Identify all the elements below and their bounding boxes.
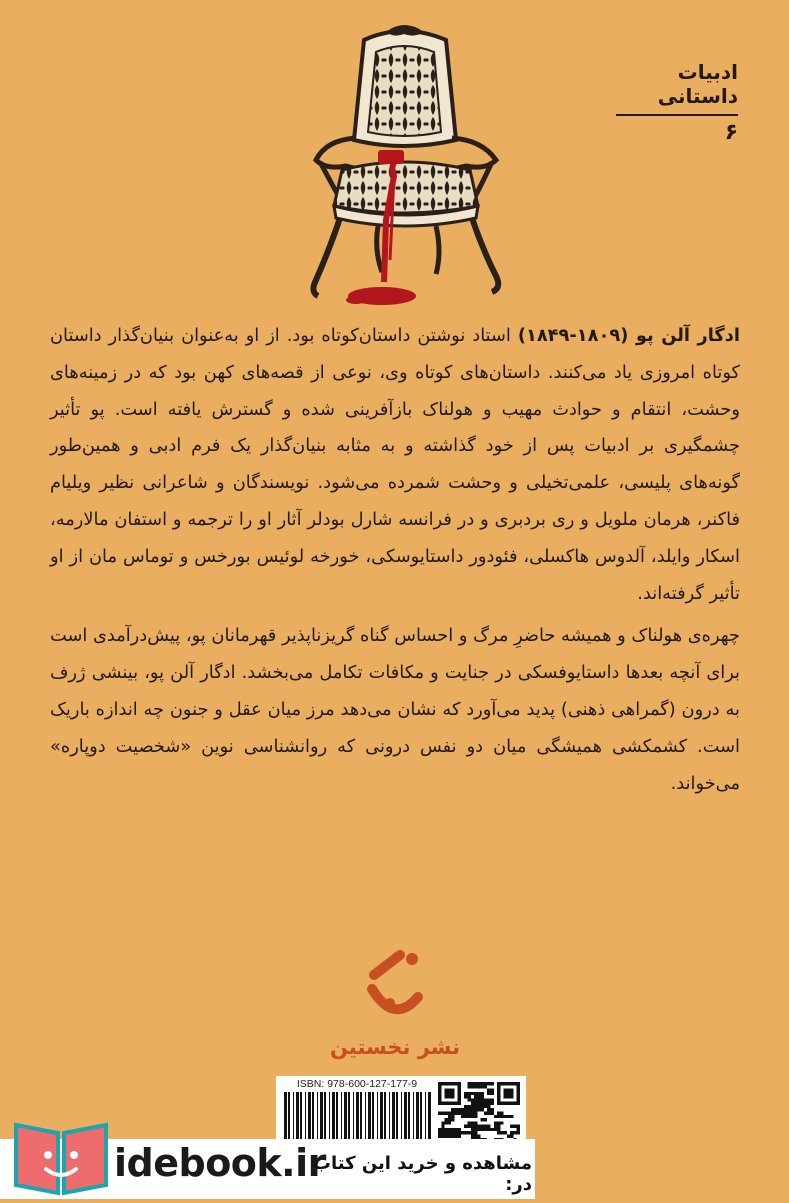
barcode-bar: [408, 1092, 410, 1142]
qr-module: [441, 1125, 444, 1128]
qr-module: [441, 1134, 444, 1137]
qr-module: [468, 1125, 471, 1128]
qr-module: [438, 1131, 441, 1134]
qr-module: [487, 1105, 490, 1108]
qr-module: [510, 1115, 513, 1118]
qr-module: [464, 1108, 467, 1111]
qr-module: [487, 1102, 490, 1105]
barcode-bar: [384, 1092, 386, 1142]
qr-module: [481, 1092, 484, 1095]
description-paragraph-1: [50, 318, 740, 612]
qr-module: [474, 1098, 477, 1101]
qr-module: [471, 1098, 474, 1101]
qr-module: [494, 1125, 497, 1128]
qr-module: [500, 1112, 503, 1115]
qr-module: [487, 1082, 490, 1085]
barcode-bar: [356, 1092, 359, 1142]
qr-module: [468, 1112, 471, 1115]
qr-module: [458, 1128, 461, 1131]
qr-module: [468, 1108, 471, 1111]
barcode-bar: [317, 1092, 318, 1142]
qr-module: [490, 1102, 493, 1105]
qr-finder: [445, 1089, 455, 1099]
qr-module: [477, 1102, 480, 1105]
series-block: [616, 60, 738, 145]
qr-module: [497, 1128, 500, 1131]
qr-module: [445, 1118, 448, 1121]
qr-module: [451, 1131, 454, 1134]
barcode-bar: [308, 1092, 311, 1142]
qr-module: [461, 1112, 464, 1115]
qr-module: [445, 1112, 448, 1115]
qr-module: [481, 1102, 484, 1105]
watermark-banner[interactable]: [0, 1139, 535, 1199]
qr-module: [477, 1134, 480, 1137]
qr-module: [451, 1118, 454, 1121]
qr-module: [481, 1082, 484, 1085]
barcode-bar: [372, 1092, 374, 1142]
qr-module: [481, 1118, 484, 1121]
qr-module: [441, 1128, 444, 1131]
barcode-bar: [348, 1092, 350, 1142]
barcode-bar: [368, 1092, 371, 1142]
description-paragraph-2: چهره‌ی هولناک و همیشه حاضرِ مرگ و احساس گناه گریزناپذیر قهرمانان پو، پیش‌درآمدی است برای آنچه بعدها داستایوفسکی در جنایت و مکافات تکامل می‌بخشد. ادگار آلن پو، بینشی ژرف به درون (گمراهی ذهنی) پدید می‌آورد که نشان می‌دهد مرز میان عقل و جنون چه اندازه باریک است. کشمکشی همیشگی میان دو نفس درونی که روانشناسی نوین «شخصیت دوپاره» می‌خواند.: [50, 625, 740, 794]
qr-module: [517, 1131, 520, 1134]
qr-module: [438, 1128, 441, 1131]
qr-module: [474, 1095, 477, 1098]
qr-module: [454, 1134, 457, 1137]
qr-module: [471, 1105, 474, 1108]
author-heading: ادگار آلن پو (۱۸۰۹-۱۸۴۹): [517, 325, 740, 346]
qr-module: [468, 1098, 471, 1101]
qr-module: [448, 1115, 451, 1118]
publisher-name: نشر نخستین: [329, 1035, 461, 1059]
qr-module: [497, 1115, 500, 1118]
qr-module: [484, 1082, 487, 1085]
qr-module: [448, 1121, 451, 1124]
qr-module: [477, 1128, 480, 1131]
qr-module: [471, 1108, 474, 1111]
qr-module: [474, 1115, 477, 1118]
qr-module: [517, 1125, 520, 1128]
qr-module: [487, 1089, 490, 1092]
qr-module: [484, 1105, 487, 1108]
qr-module: [474, 1085, 477, 1088]
qr-module: [468, 1115, 471, 1118]
barcode-bar: [288, 1092, 290, 1142]
qr-module: [497, 1125, 500, 1128]
qr-module: [484, 1125, 487, 1128]
qr-module: [441, 1131, 444, 1134]
qr-module: [484, 1098, 487, 1101]
qr-module: [477, 1108, 480, 1111]
qr-module: [474, 1092, 477, 1095]
qr-module: [484, 1085, 487, 1088]
qr-module: [471, 1121, 474, 1124]
qr-module: [490, 1089, 493, 1092]
qr-module: [481, 1098, 484, 1101]
qr-module: [458, 1131, 461, 1134]
barcode-bar: [420, 1092, 422, 1142]
qr-module: [490, 1108, 493, 1111]
barcode-bar: [404, 1092, 407, 1142]
qr-module: [451, 1108, 454, 1111]
qr-module: [507, 1115, 510, 1118]
watermark-logo-text[interactable]: idebook.ir: [114, 1141, 326, 1185]
qr-module: [448, 1112, 451, 1115]
qr-module: [458, 1108, 461, 1111]
qr-module: [484, 1102, 487, 1105]
qr-module: [448, 1128, 451, 1131]
qr-module: [500, 1121, 503, 1124]
qr-module: [448, 1131, 451, 1134]
qr-module: [474, 1134, 477, 1137]
watermark-tagline: مشاهده و خرید این کتاب در:: [312, 1153, 532, 1195]
qr-module: [490, 1098, 493, 1101]
publisher-logo-icon: [360, 945, 430, 1025]
qr-module: [441, 1112, 444, 1115]
qr-module: [481, 1085, 484, 1088]
qr-module: [504, 1131, 507, 1134]
qr-module: [454, 1112, 457, 1115]
qr-module: [468, 1121, 471, 1124]
qr-module: [490, 1112, 493, 1115]
qr-module: [441, 1121, 444, 1124]
qr-module: [474, 1112, 477, 1115]
publisher-block: [310, 945, 480, 1059]
qr-module: [494, 1115, 497, 1118]
qr-module: [451, 1112, 454, 1115]
qr-module: [474, 1131, 477, 1134]
qr-module: [458, 1112, 461, 1115]
qr-module: [471, 1115, 474, 1118]
qr-module: [504, 1115, 507, 1118]
qr-module: [471, 1085, 474, 1088]
qr-module: [510, 1125, 513, 1128]
qr-module: [438, 1112, 441, 1115]
barcode-bar: [389, 1092, 390, 1142]
qr-module: [445, 1131, 448, 1134]
qr-module: [474, 1108, 477, 1111]
barcode-bar: [312, 1092, 314, 1142]
qr-module: [454, 1108, 457, 1111]
qr-module: [458, 1134, 461, 1137]
barcode-bar: [324, 1092, 326, 1142]
qr-module: [477, 1082, 480, 1085]
book-description: [50, 318, 740, 802]
qr-module: [464, 1112, 467, 1115]
qr-module: [513, 1131, 516, 1134]
qr-finder: [504, 1089, 514, 1099]
qr-module: [445, 1128, 448, 1131]
qr-module: [461, 1108, 464, 1111]
qr-module: [471, 1128, 474, 1131]
qr-module: [471, 1131, 474, 1134]
barcode-bar: [401, 1092, 402, 1142]
qr-module: [468, 1131, 471, 1134]
barcode-bar: [344, 1092, 347, 1142]
qr-module: [487, 1128, 490, 1131]
barcode-bar: [428, 1092, 431, 1142]
qr-module: [454, 1128, 457, 1131]
qr-module: [438, 1134, 441, 1137]
qr-module: [484, 1128, 487, 1131]
qr-module: [477, 1095, 480, 1098]
qr-module: [448, 1134, 451, 1137]
qr-module: [474, 1125, 477, 1128]
qr-module: [477, 1098, 480, 1101]
qr-module: [513, 1125, 516, 1128]
isbn-text: ISBN: 978-600-127-177-9: [296, 1078, 418, 1090]
qr-module: [487, 1112, 490, 1115]
barcode-bar: [365, 1092, 366, 1142]
barcode-bar: [360, 1092, 362, 1142]
qr-module: [461, 1115, 464, 1118]
qr-module: [464, 1105, 467, 1108]
qr-module: [487, 1092, 490, 1095]
qr-module: [497, 1112, 500, 1115]
qr-module: [477, 1092, 480, 1095]
barcode-bar: [293, 1092, 294, 1142]
qr-module: [517, 1128, 520, 1131]
barcode-bar: [296, 1092, 299, 1142]
barcode-bar: [329, 1092, 330, 1142]
qr-module: [477, 1125, 480, 1128]
barcode-bar: [332, 1092, 335, 1142]
qr-module: [474, 1102, 477, 1105]
paragraph-1-text: استاد نوشتن داستان‌کوتاه بود. از او به‌عنوان بنیان‌گذار داستان کوتاه امروزی یاد می‌کنند. داستان‌های کوتاه وی، نوعی از قصه‌های کهن بود که در زمینه‌های وحشت، انتقام و حوادث مهیب و هولناک بازآفرینی شده و گسترش یافته است. پو تأثیر چشمگیری بر ادبیات پس از خود گذاشته و به مثابه بنیان‌گذار یک فرم ادبی و همین‌طور گونه‌های پلیسی، علمی‌تخیلی و وحشت شمرده می‌شود. نویسندگان و شاعرانی نظیر ویلیام فاکنر، هرمان ملویل و ری بردبری و در فرانسه شارل بودلر آثار او را ترجمه و استفان مالارمه، اسکار وایلد، آلدوس هاکسلی، فئودور داستایوسکی، خورخه لوئیس بورخس و توماس مان از او تأثیر گرفته‌اند.: [50, 325, 740, 604]
qr-module: [500, 1131, 503, 1134]
barcode-bar: [392, 1092, 395, 1142]
barcode-bar: [416, 1092, 419, 1142]
qr-module: [497, 1121, 500, 1124]
qr-module: [494, 1128, 497, 1131]
qr-module: [477, 1105, 480, 1108]
qr-module: [445, 1134, 448, 1137]
series-number: ۶: [724, 120, 738, 145]
qr-module: [468, 1082, 471, 1085]
qr-module: [481, 1105, 484, 1108]
qr-module: [474, 1082, 477, 1085]
qr-module: [507, 1134, 510, 1137]
qr-module: [490, 1092, 493, 1095]
qr-module: [481, 1108, 484, 1111]
barcode-bar: [380, 1092, 383, 1142]
barcode-bar: [413, 1092, 414, 1142]
qr-module: [468, 1095, 471, 1098]
book-smile-icon: [12, 1111, 110, 1197]
qr-module: [487, 1108, 490, 1111]
barcode-bar: [425, 1092, 426, 1142]
qr-module: [464, 1115, 467, 1118]
barcode-bar: [284, 1092, 287, 1142]
qr-module: [464, 1095, 467, 1098]
qr-module: [474, 1121, 477, 1124]
qr-module: [477, 1085, 480, 1088]
qr-module: [464, 1131, 467, 1134]
qr-module: [484, 1112, 487, 1115]
qr-module: [487, 1098, 490, 1101]
qr-module: [481, 1125, 484, 1128]
qr-module: [500, 1115, 503, 1118]
qr-module: [451, 1128, 454, 1131]
qr-module: [471, 1112, 474, 1115]
qr-module: [451, 1134, 454, 1137]
qr-module: [445, 1121, 448, 1124]
qr-module: [464, 1125, 467, 1128]
qr-module: [471, 1102, 474, 1105]
qr-module: [471, 1134, 474, 1137]
qr-module: [474, 1128, 477, 1131]
qr-module: [471, 1082, 474, 1085]
barcode-bar: [305, 1092, 306, 1142]
qr-module: [468, 1105, 471, 1108]
qr-module: [454, 1131, 457, 1134]
barcode-bar: [396, 1092, 398, 1142]
qr-module: [510, 1134, 513, 1137]
qr-module: [468, 1085, 471, 1088]
barcode-bar: [336, 1092, 338, 1142]
chair-illustration: [286, 20, 522, 312]
qr-module: [464, 1092, 467, 1095]
qr-module: [474, 1105, 477, 1108]
barcode-bar: [300, 1092, 302, 1142]
qr-module: [490, 1082, 493, 1085]
barcode: [282, 1092, 432, 1142]
qr-module: [471, 1125, 474, 1128]
qr-module: [494, 1121, 497, 1124]
qr-module: [510, 1131, 513, 1134]
qr-module: [487, 1125, 490, 1128]
qr-module: [481, 1095, 484, 1098]
series-title: ادبیات داستانی: [616, 60, 738, 116]
qr-module: [484, 1118, 487, 1121]
qr-module: [497, 1131, 500, 1134]
qr-module: [448, 1118, 451, 1121]
qr-module: [451, 1115, 454, 1118]
qr-module: [481, 1128, 484, 1131]
qr-module: [471, 1092, 474, 1095]
barcode-bar: [341, 1092, 342, 1142]
qr-module: [461, 1131, 464, 1134]
barcode-bar: [377, 1092, 378, 1142]
barcode-bar: [320, 1092, 323, 1142]
barcode-bar: [353, 1092, 354, 1142]
qr-module: [468, 1092, 471, 1095]
qr-module: [490, 1128, 493, 1131]
